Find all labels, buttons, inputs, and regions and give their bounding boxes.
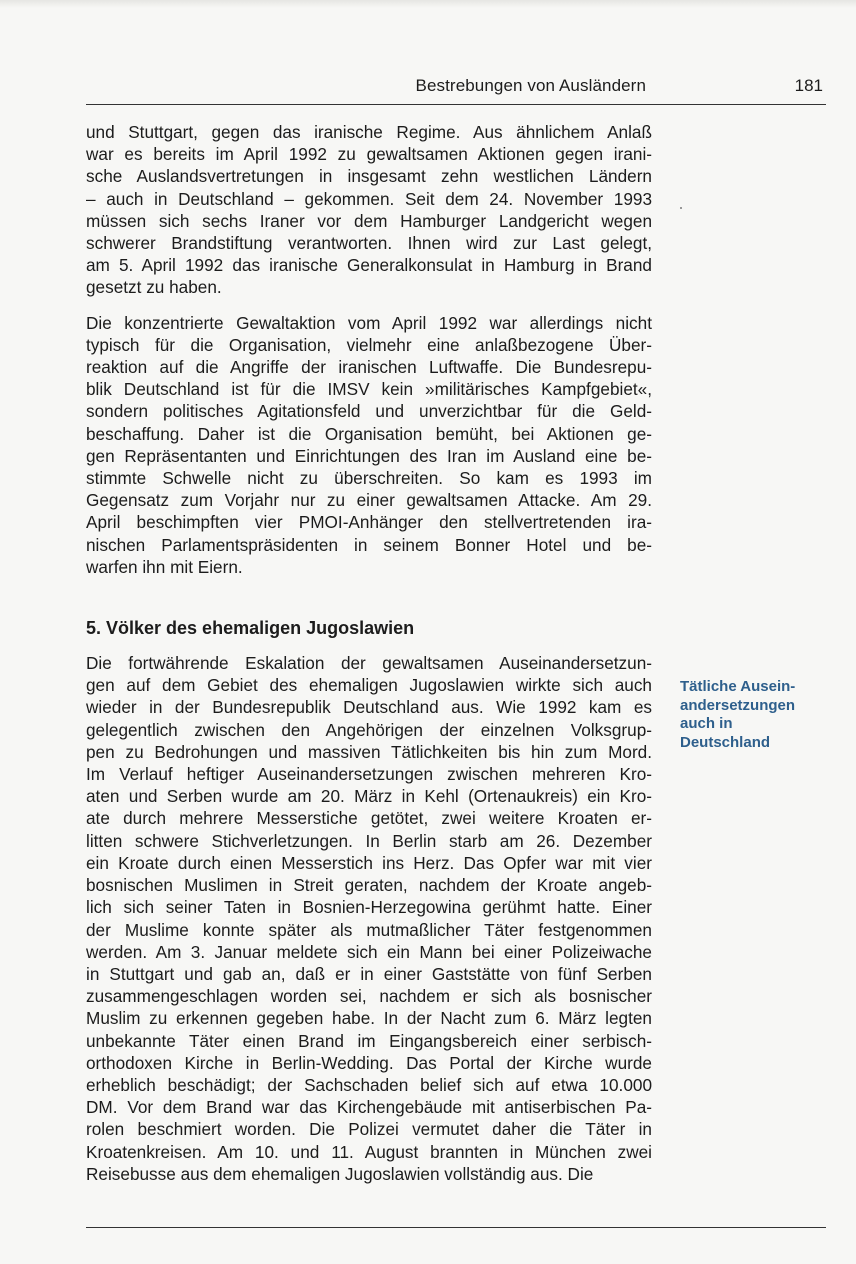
- text-line: gesetzt zu haben.: [86, 277, 222, 298]
- page-top-edge: [0, 0, 856, 8]
- text-line: Tätliche Ausein-: [680, 678, 796, 695]
- text-line: orthodoxen Kirche in Berlin-Wedding. Das Portal der Kirche wurde: [86, 1052, 652, 1073]
- text-line: aten und Serben wurde am 20. März in Kehl (Ortenaukreis) ein Kro-: [86, 786, 652, 807]
- text-line: Im Verlauf heftiger Auseinandersetzungen zwischen mehreren Kro-: [86, 764, 652, 785]
- text-line: litten schwere Stichverletzungen. In Berlin starb am 26. Dezember: [86, 830, 652, 851]
- paragraph-3: [86, 652, 652, 1185]
- text-line: Gegensatz zum Vorjahr nur zu einer gewaltsamen Attacke. Am 29.: [86, 490, 652, 511]
- running-header: [86, 76, 826, 105]
- main-text-column: [86, 121, 652, 1185]
- text-line: Muslim zu erkennen gegeben habe. In der Nacht zum 6. März legten: [86, 1008, 652, 1029]
- text-line: DM. Vor dem Brand war das Kirchengebäude mit antiserbischen Pa-: [86, 1097, 652, 1118]
- text-line: erheblich beschädigt; der Sachschaden belief sich auf etwa 10.000: [86, 1074, 652, 1095]
- text-line: beschaffung. Daher ist die Organisation bemüht, bei Aktionen ge-: [86, 423, 652, 444]
- footer-rule: [86, 1227, 826, 1228]
- text-line: zusammengeschlagen worden sei, nachdem er sich als bosnischer: [86, 986, 652, 1007]
- header-title: Bestrebungen von Ausländern: [415, 76, 646, 95]
- text-line: ein Kroate durch einen Messerstich ins Herz. Das Opfer war mit vier: [86, 852, 652, 873]
- text-line: gelegentlich zwischen den Angehörigen der einzelnen Volksgrup-: [86, 719, 652, 740]
- text-line: war es bereits im April 1992 zu gewaltsamen Aktionen gegen irani-: [86, 144, 652, 165]
- text-line: rolen beschmiert worden. Die Polizei vermutet daher die Täter in: [86, 1119, 652, 1140]
- text-line: reaktion auf die Angriffe der iranischen Luftwaffe. Die Bundesrepu-: [86, 357, 652, 378]
- text-line: typisch für die Organisation, vielmehr eine anlaßbezogene Über-: [86, 334, 652, 355]
- text-line: Reisebusse aus dem ehemaligen Jugoslawien vollständig aus. Die: [86, 1163, 594, 1184]
- text-line: werden. Am 3. Januar meldete sich ein Mann bei einer Polizeiwache: [86, 941, 652, 962]
- text-line: nischen Parlamentspräsidenten in seinem Bonner Hotel und be-: [86, 534, 652, 555]
- text-line: und Stuttgart, gegen das iranische Regime. Aus ähnlichem Anlaß: [86, 122, 652, 142]
- text-line: schwerer Brandstiftung verantworten. Ihnen wird zur Last gelegt,: [86, 233, 652, 254]
- text-line: sche Auslandsvertretungen in insgesamt zehn westlichen Ländern: [86, 166, 652, 187]
- text-line: bosnischen Muslimen in Streit geraten, nachdem der Kroate angeb-: [86, 875, 652, 896]
- paragraph-1: [86, 121, 652, 299]
- text-line: warfen ihn mit Eiern.: [86, 556, 243, 577]
- text-line: am 5. April 1992 das iranische Generalkonsulat in Hamburg in Brand: [86, 255, 652, 276]
- text-line: pen zu Bedrohungen und massiven Tätlichkeiten bis hin zum Mord.: [86, 741, 652, 762]
- margin-note: [680, 678, 830, 752]
- section-heading: 5. Völker des ehemaligen Jugoslawien: [86, 618, 415, 639]
- text-line: Die konzentrierte Gewaltaktion vom April 1992 war allerdings nicht: [86, 312, 652, 333]
- text-line: sondern politisches Agitationsfeld und unverzichtbar für die Geld-: [86, 401, 652, 422]
- text-line: andersetzungen: [680, 696, 796, 714]
- text-line: unbekannte Täter einen Brand im Eingangsbereich einer serbisch-: [86, 1030, 652, 1051]
- text-line: gen auf dem Gebiet des ehemaligen Jugoslawien wirkte sich auch: [86, 675, 652, 696]
- paragraph-2: [86, 312, 652, 578]
- text-line: Die fortwährende Eskalation der gewaltsamen Auseinandersetzun-: [86, 653, 652, 674]
- text-line: wieder in der Bundesrepublik Deutschland aus. Wie 1992 kam es: [86, 697, 652, 718]
- page-number: 181: [794, 76, 823, 95]
- text-line: stimmte Schwelle nicht zu überschreiten. So kam es 1993 im: [86, 468, 652, 489]
- text-line: Deutschland: [680, 733, 771, 751]
- text-line: ate durch mehrere Messerstiche getötet, zwei weitere Kroaten er-: [86, 808, 652, 829]
- text-line: in Stuttgart und gab an, daß er in einer Gaststätte von fünf Serben: [86, 963, 652, 984]
- text-line: auch in: [680, 715, 733, 732]
- text-line: – auch in Deutschland – gekommen. Seit dem 24. November 1993: [86, 188, 652, 209]
- text-line: blik Deutschland ist für die IMSV kein »militärisches Kampfgebiet«,: [86, 379, 652, 400]
- text-line: gen Repräsentanten und Einrichtungen des Iran im Ausland eine be-: [86, 445, 652, 466]
- text-line: April beschimpften vier PMOI-Anhänger den stellvertretenden ira-: [86, 512, 652, 533]
- text-line: müssen sich sechs Iraner vor dem Hamburger Landgericht wegen: [86, 210, 652, 231]
- text-line: Kroatenkreisen. Am 10. und 11. August brannten in München zwei: [86, 1141, 652, 1162]
- scan-speck: [680, 207, 682, 209]
- text-line: der Muslime konnte später als mutmaßlicher Täter festgenommen: [86, 919, 652, 940]
- text-line: lich sich seiner Taten in Bosnien-Herzegowina gerühmt hatte. Einer: [86, 897, 652, 918]
